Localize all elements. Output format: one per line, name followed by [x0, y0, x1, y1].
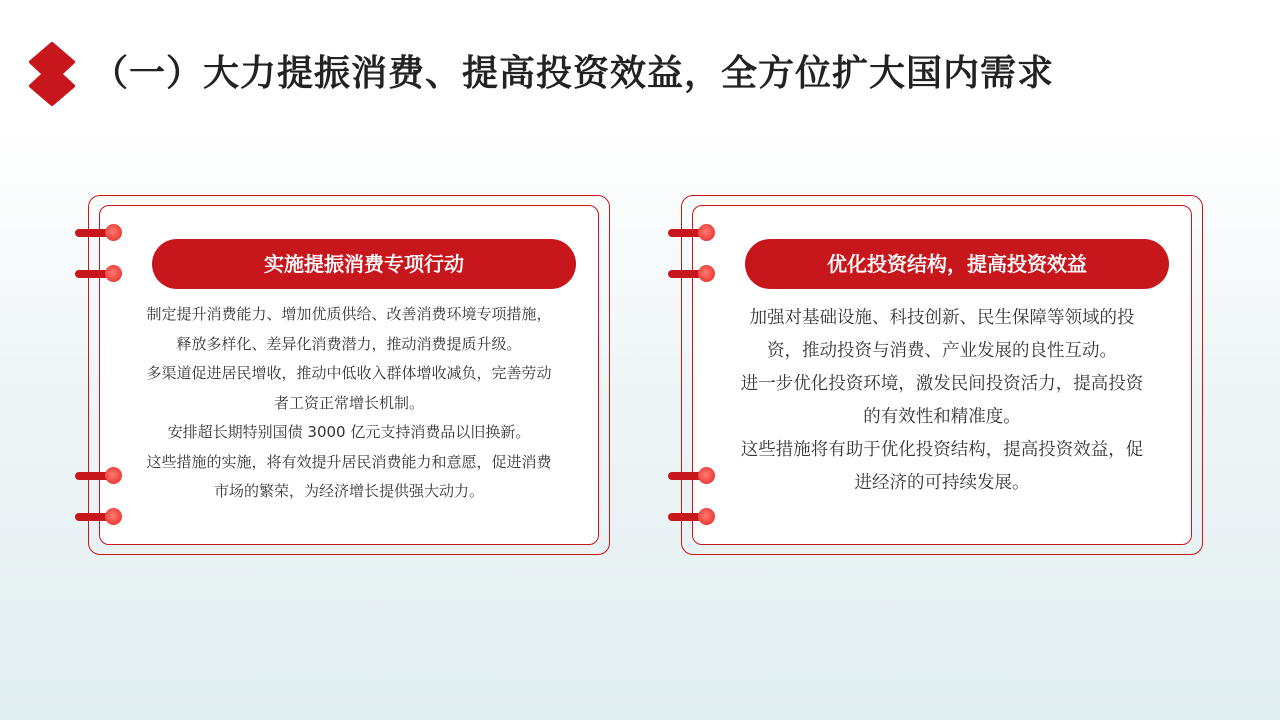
binder-ring-icon — [75, 223, 125, 243]
binder-ring-icon — [668, 466, 718, 486]
card-body — [733, 302, 1151, 500]
card-heading: 实施提振消费专项行动 — [152, 239, 576, 289]
binder-ring-icon — [75, 264, 125, 284]
card-paragraph: 加强对基础设施、科技创新、民生保障等领域的投资，推动投资与消费、产业发展的良性互动。 — [749, 308, 1135, 361]
red-diamond-logo-icon — [28, 42, 76, 106]
binder-ring-icon — [668, 264, 718, 284]
card-paragraph: 安排超长期特别国债 3000 亿元支持消费品以旧换新。 — [167, 423, 531, 441]
card-inner-panel — [692, 205, 1192, 545]
consumption-card — [88, 195, 610, 555]
card-paragraph: 进一步优化投资环境，激发民间投资活力，提高投资的有效性和精准度。 — [740, 374, 1144, 427]
binder-ring-icon — [75, 466, 125, 486]
binder-ring-icon — [668, 223, 718, 243]
slide-title: （一）大力提振消费、提高投资效益，全方位扩大国内需求 — [92, 53, 1055, 94]
binder-ring-icon — [668, 507, 718, 527]
card-body — [140, 300, 558, 507]
card-paragraph: 多渠道促进居民增收，推动中低收入群体增收减负，完善劳动者工资正常增长机制。 — [146, 364, 552, 412]
binder-ring-icon — [75, 507, 125, 527]
card-heading: 优化投资结构，提高投资效益 — [745, 239, 1169, 289]
card-paragraph: 制定提升消费能力、增加优质供给、改善消费环境专项措施，释放多样化、差异化消费潜力，推动消费提质升级。 — [146, 305, 552, 353]
card-inner-panel — [99, 205, 599, 545]
card-paragraph: 这些措施将有助于优化投资结构，提高投资效益，促进经济的可持续发展。 — [740, 440, 1144, 493]
investment-card — [681, 195, 1203, 555]
card-paragraph: 这些措施的实施，将有效提升居民消费能力和意愿，促进消费市场的繁荣，为经济增长提供强大动力。 — [146, 452, 552, 500]
